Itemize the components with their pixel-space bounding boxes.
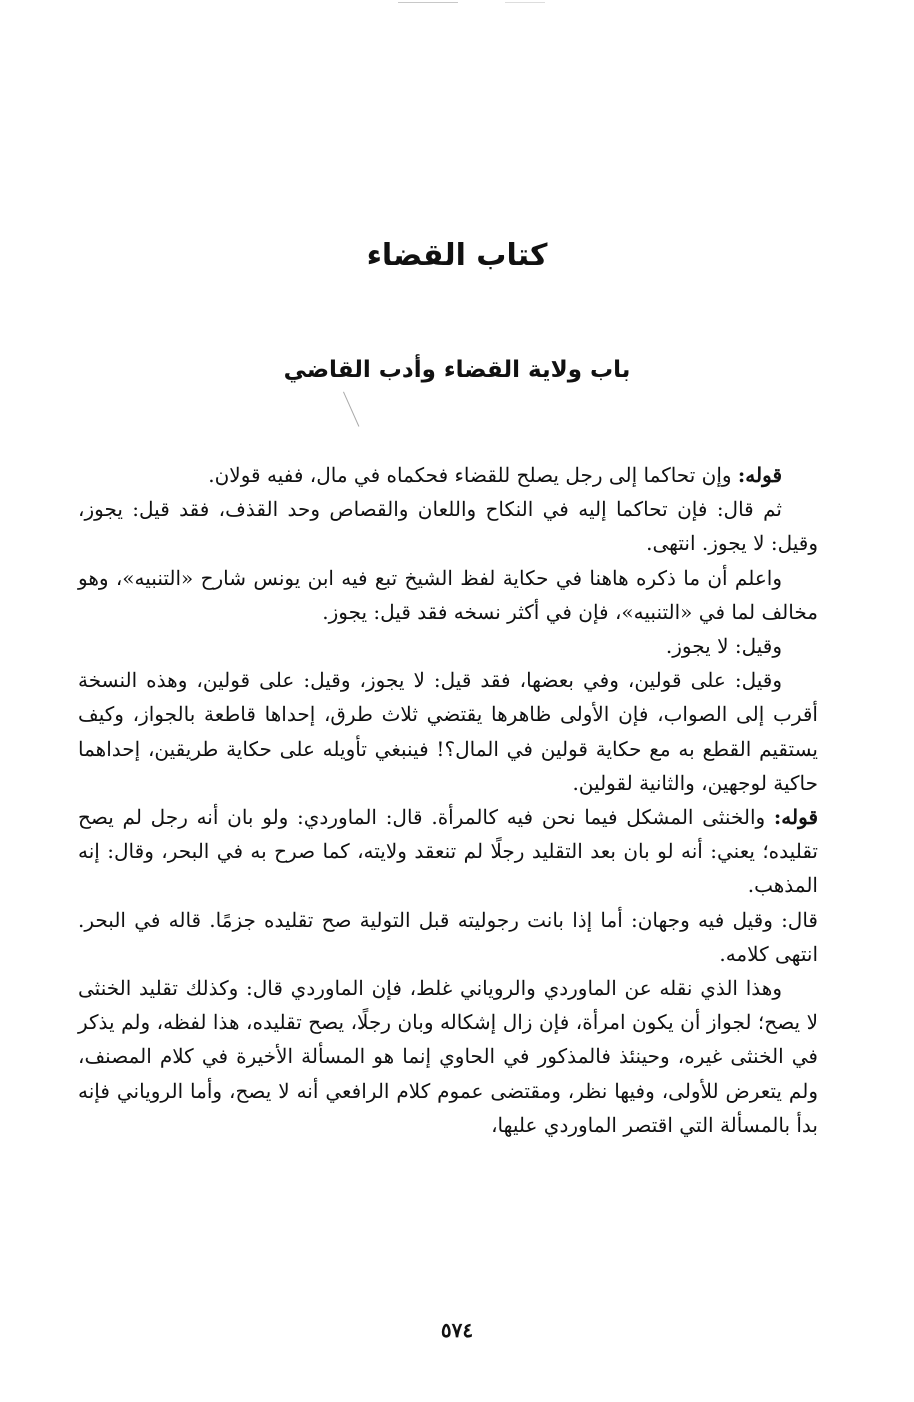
text-body	[78, 458, 818, 1142]
paragraph-text: والخنثى المشكل فيما نحن فيه كالمرأة. قال: الماوردي: ولو بان أنه رجل لم يصح تقليده؛ يعني: أنه لو بان بعد التقليد رجلًا لم تنعقد ولايته، كما صرح به في البحر، وقال: إنه المذهب.	[78, 805, 818, 898]
paragraph-1	[78, 458, 818, 492]
paragraph-5	[78, 663, 818, 800]
book-title: كتاب القضاء	[366, 238, 548, 273]
paragraph-8	[78, 971, 818, 1142]
paragraph-lead: قوله:	[737, 463, 782, 487]
scan-mark	[505, 2, 545, 3]
paragraph-2	[78, 492, 818, 560]
page-number: ٥٧٤	[440, 1318, 474, 1342]
paragraph-lead: قوله:	[773, 805, 818, 830]
paragraph-7	[78, 903, 818, 971]
paragraph-text: وهذا الذي نقله عن الماوردي والروياني غلط، فإن الماوردي قال: وكذلك تقليد الخنثى لا يصح؛ لجواز أن يكون امرأة، فإن زال إشكاله وبان رجلًا، يصح تقليده، هذا لفظه، ولم يذكر في الخنثى غيره، وحينئذ فالمذكور في الحاوي إنما هو المسألة الأخيرة في كلام المصنف، ولم يتعرض للأولى، وفيها نظر، ومقتضى عموم كلام الرافعي أنه لا يصح، وأما الروياني فإنه بدأ بالمسألة التي اقتصر الماوردي عليها،	[78, 976, 818, 1137]
paragraph-3	[78, 561, 818, 629]
paragraph-text: وإن تحاكما إلى رجل يصلح للقضاء فحكماه في مال، ففيه قولان.	[208, 463, 738, 487]
chapter-title: باب ولاية القضاء وأدب القاضي	[283, 357, 631, 383]
paragraph-text: وقيل: على قولين، وفي بعضها، فقد قيل: لا يجوز، وقيل: على قولين، وهذه النسخة أقرب إلى الصواب، فإن الأولى ظاهرها يقتضي ثلاث طرق، إحداها قاطعة بالجواز، وكيف يستقيم القطع به مع حكاية قولين في المال؟! فينبغي تأويله على حكاية طريقين، إحداهما حاكية لوجهين، والثانية لقولين.	[78, 668, 818, 795]
paragraph-text: واعلم أن ما ذكره هاهنا في حكاية لفظ الشيخ تبع فيه ابن يونس شارح «التنبيه»، وهو مخالف لما في «التنبيه»، فإن في أكثر نسخه فقد قيل: يجوز.	[78, 565, 818, 624]
paragraph-text: ثم قال: فإن تحاكما إليه في النكاح واللعان والقصاص وحد القذف، فقد قيل: يجوز، وقيل: لا يجوز. انتهى.	[78, 497, 818, 556]
paragraph-4	[78, 629, 818, 663]
paragraph-6	[78, 800, 818, 903]
paragraph-text: وقيل: لا يجوز.	[665, 634, 782, 659]
stray-pen-mark	[343, 392, 359, 427]
scan-mark	[398, 2, 458, 3]
paragraph-text: قال: وقيل فيه وجهان: أما إذا بانت رجوليته قبل التولية صح تقليده جزمًا. قاله في البحر. انتهى كلامه.	[78, 907, 818, 966]
